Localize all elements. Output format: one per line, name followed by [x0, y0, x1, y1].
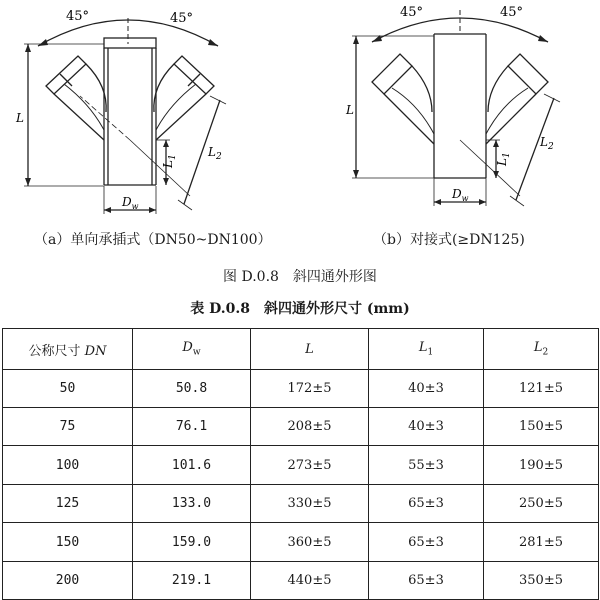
fitting-figure [0, 0, 600, 250]
cell-dn: 75 [3, 408, 133, 446]
table-row [3, 370, 599, 408]
cell-l2: 121±5 [484, 370, 599, 408]
drawing-b [352, 10, 560, 206]
cell-l: 330±5 [251, 485, 369, 523]
header-l1: $L_1$ [369, 329, 484, 370]
dim-L1-b: $L_1$ [495, 152, 512, 166]
cell-l1: 55±3 [369, 446, 484, 485]
table-row [3, 485, 599, 523]
table-row [3, 408, 599, 446]
figure-title: 图 D.0.8 斜四通外形图 [223, 269, 377, 285]
fitting-drawings [0, 0, 600, 250]
table-title: 表 D.0.8 斜四通外形尺寸 (mm) [190, 301, 410, 317]
cell-l1: 65±3 [369, 562, 484, 600]
header-dw: $D_w$ [133, 329, 251, 370]
cell-dw: 159.0 [133, 523, 251, 562]
dim-Dw-a: $D_w$ [122, 195, 139, 211]
cell-dn: 100 [3, 446, 133, 485]
cell-dw: 133.0 [133, 485, 251, 523]
table-row [3, 446, 599, 485]
caption-a: （a）单向承插式（DN50~DN100） [34, 232, 272, 248]
dim-L-a: L [16, 111, 24, 125]
cell-l1: 65±3 [369, 485, 484, 523]
cell-l: 440±5 [251, 562, 369, 600]
dim-L1-a: $L_1$ [161, 154, 178, 168]
dim-L2-b: $L_2$ [540, 135, 554, 152]
header-l2: $L_2$ [484, 329, 599, 370]
cell-dw: 219.1 [133, 562, 251, 600]
caption-b: （b）对接式(≥DN125) [373, 232, 525, 248]
cell-dn: 150 [3, 523, 133, 562]
angle-label-a-right: 45° [170, 11, 194, 26]
cell-l: 208±5 [251, 408, 369, 446]
cell-dn: 200 [3, 562, 133, 600]
table-header-row [3, 329, 599, 370]
header-l: L [251, 329, 369, 370]
cell-l1: 40±3 [369, 370, 484, 408]
cell-l1: 65±3 [369, 523, 484, 562]
dim-L2-a: $L_2$ [208, 145, 222, 162]
cell-l: 273±5 [251, 446, 369, 485]
cell-l: 360±5 [251, 523, 369, 562]
table-row [3, 523, 599, 562]
cell-l2: 150±5 [484, 408, 599, 446]
cell-dw: 101.6 [133, 446, 251, 485]
cell-l2: 250±5 [484, 485, 599, 523]
drawing-a [24, 18, 226, 214]
cell-dn: 125 [3, 485, 133, 523]
angle-label-a-left: 45° [66, 9, 90, 24]
angle-label-b-right: 45° [500, 5, 524, 20]
cell-dw: 50.8 [133, 370, 251, 408]
angle-label-b-left: 45° [400, 5, 424, 20]
dim-Dw-b: $D_w$ [452, 187, 469, 203]
cell-l2: 190±5 [484, 446, 599, 485]
dim-L-b: L [346, 103, 354, 117]
cell-l1: 40±3 [369, 408, 484, 446]
cell-l: 172±5 [251, 370, 369, 408]
cell-l2: 350±5 [484, 562, 599, 600]
cell-dn: 50 [3, 370, 133, 408]
cell-l2: 281±5 [484, 523, 599, 562]
header-nominal-size: 公称尺寸 DN [3, 329, 133, 370]
table-row [3, 562, 599, 600]
dimension-table [2, 328, 599, 600]
cell-dw: 76.1 [133, 408, 251, 446]
